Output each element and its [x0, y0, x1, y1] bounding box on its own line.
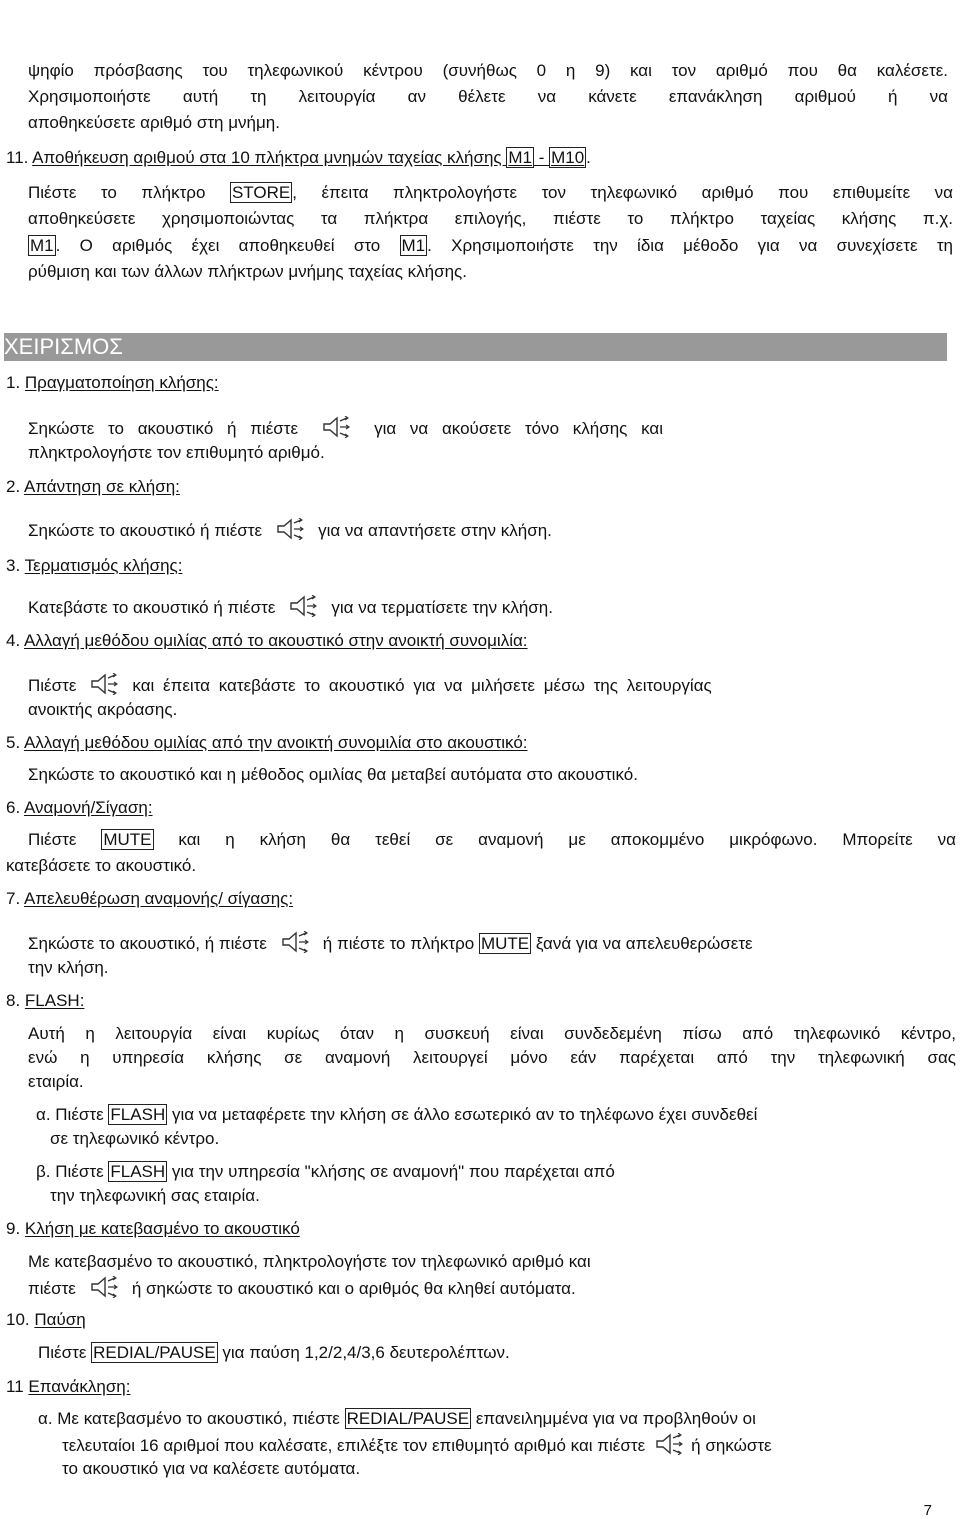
text: και η κλήση θα τεθεί σε αναμονή με αποκομμένο μικρόφωνο. Μπορείτε να	[153, 830, 956, 849]
section-11-line-2: αποθηκεύσετε χρησιμοποιώντας τα πλήκτρα επιλογής, πιέστε το πλήκτρο ταχείας κλήσης π.χ.	[28, 209, 953, 228]
item-number: 11	[6, 1377, 29, 1396]
text: ξανά για να απελευθερώσετε	[531, 934, 753, 953]
item-number: 6.	[6, 798, 24, 817]
text: για την υπηρεσία "κλήσης σε αναμονή" που παρέχεται από	[167, 1162, 615, 1181]
text: . Χρησιμοποιήστε την ίδια μέθοδο για να συνεχίσετε τη	[427, 236, 953, 255]
key-mute: MUTE	[103, 830, 152, 849]
text: για να τερματίσετε την κλήση.	[331, 598, 553, 617]
item-title: Απάντηση σε κλήση:	[23, 477, 180, 496]
item-title: Πραγματοποίηση κλήσης:	[24, 373, 219, 392]
speakerphone-icon	[322, 416, 350, 438]
item-8-heading	[6, 990, 84, 1012]
text: ή σηκώστε το ακουστικό και ο αριθμός θα κληθεί αυτόματα.	[131, 1279, 576, 1298]
text: πιέστε	[28, 1279, 76, 1298]
item-11-heading	[6, 1376, 130, 1398]
item-8-alpha-line-2: σε τηλεφωνικό κέντρο.	[50, 1129, 220, 1148]
intro-line-2: Χρησιμοποιήστε αυτή τη λειτουργία αν θέλετε να κάνετε επανάκληση αριθμού ή να	[28, 87, 948, 106]
intro-line-1: ψηφίο πρόσβασης του τηλεφωνικού κέντρου (συνήθως 0 η 9) και τον αριθμό που θα καλέσετε.	[28, 61, 948, 80]
item-11-line-1	[38, 1408, 756, 1430]
item-number: 4.	[6, 631, 24, 650]
item-6-line-1	[28, 829, 956, 851]
speakerphone-icon	[276, 518, 304, 540]
speakerphone-icon	[655, 1433, 683, 1455]
item-number: 9.	[6, 1219, 25, 1238]
item-3-heading	[6, 555, 182, 577]
text: , έπειτα πληκτρολογήστε τον τηλεφωνικό αριθμό που επιθυμείτε να	[292, 183, 953, 202]
item-8-beta-line-1	[36, 1161, 615, 1183]
item-9-heading	[6, 1218, 300, 1240]
key-mute: MUTE	[480, 934, 530, 953]
item-10-heading	[6, 1309, 86, 1331]
section-11-line-1	[28, 182, 953, 204]
item-number: 1.	[6, 373, 25, 392]
text: ή σηκώστε	[691, 1436, 772, 1455]
item-11-line-2	[62, 1433, 772, 1457]
section-11-number: 11.	[6, 148, 33, 167]
item-number: 7.	[6, 889, 24, 908]
item-2-line-1	[28, 518, 552, 542]
item-title: Κλήση με κατεβασμένο το ακουστικό	[24, 1219, 300, 1238]
key-redial-pause: REDIAL/PAUSE	[93, 1343, 216, 1362]
item-10-line-1	[38, 1342, 510, 1364]
text: για να απαντήσετε στην κλήση.	[318, 521, 552, 540]
item-7-line-1	[28, 931, 753, 955]
speakerphone-icon	[281, 931, 309, 953]
item-5-heading	[6, 732, 528, 754]
item-title: Αναμονή/Σίγαση:	[23, 798, 153, 817]
key-flash: FLASH	[110, 1162, 166, 1181]
item-6-heading	[6, 797, 153, 819]
text: Πιέστε	[38, 1343, 92, 1362]
item-6-line-2: κατεβάσετε το ακουστικό.	[6, 856, 197, 875]
key-m1: M1	[508, 148, 532, 167]
text: Σηκώστε το ακουστικό ή πιέστε	[28, 419, 299, 438]
item-11-line-3: το ακουστικό για να καλέσετε αυτόματα.	[62, 1459, 361, 1478]
item-1-line-2: πληκτρολογήστε τον επιθυμητό αριθμό.	[28, 443, 325, 462]
item-title: Αλλαγή μεθόδου ομιλίας από το ακουστικό στην ανοικτή συνομιλία:	[23, 631, 528, 650]
section-11-line-3	[28, 235, 953, 257]
key-redial-pause: REDIAL/PAUSE	[346, 1409, 470, 1428]
text: Πιέστε το πλήκτρο	[28, 183, 230, 202]
item-5-line-1: Σηκώστε το ακουστικό και η μέθοδος ομιλίας θα μεταβεί αυτόματα στο ακουστικό.	[28, 765, 638, 784]
key-flash: FLASH	[110, 1105, 166, 1124]
item-number: 3.	[6, 556, 25, 575]
item-title: Παύση	[34, 1310, 86, 1329]
text: για να μεταφέρετε την κλήση σε άλλο εσωτερικό αν το τηλέφωνο έχει συνδεθεί	[167, 1105, 758, 1124]
speakerphone-icon	[90, 673, 118, 695]
item-title: Αλλαγή μεθόδου ομιλίας από την ανοικτή συνομιλία στο ακουστικό:	[23, 733, 528, 752]
item-8-line-1: Αυτή η λειτουργία είναι κυρίως όταν η συσκευή είναι συνδεδεμένη πίσω από τηλεφωνικό κέντρο,	[28, 1024, 956, 1043]
item-number: 8.	[6, 991, 25, 1010]
item-4-heading	[6, 630, 528, 652]
item-4-line-2: ανοικτής ακρόασης.	[28, 700, 178, 719]
item-title: Απελευθέρωση αναμονής/ σίγασης:	[23, 889, 294, 908]
item-number: 5.	[6, 733, 24, 752]
text: Σηκώστε το ακουστικό ή πιέστε	[28, 521, 263, 540]
key-m10: M10	[551, 148, 585, 167]
item-1-line-1	[28, 416, 788, 440]
item-3-line-1	[28, 595, 553, 619]
item-9-line-2	[28, 1276, 576, 1300]
item-title: Τερματισμός κλήσης:	[24, 556, 183, 575]
text: ή πιέστε το πλήκτρο	[322, 934, 479, 953]
item-2-heading	[6, 476, 180, 498]
text: β. Πιέστε	[36, 1162, 109, 1181]
text: Σηκώστε το ακουστικό, ή πιέστε	[28, 934, 267, 953]
text: και έπειτα κατεβάστε το ακουστικό για να μιλήσετε μέσω της λειτουργίας	[132, 676, 712, 695]
item-9-line-1: Με κατεβασμένο το ακουστικό, πληκτρολογήστε τον τηλεφωνικό αριθμό και	[28, 1252, 591, 1271]
item-1-heading	[6, 372, 219, 394]
section-header-bar	[4, 333, 947, 361]
dash: -	[533, 148, 550, 167]
section-title: ΧΕΙΡΙΣΜΟΣ	[4, 334, 123, 359]
text: Πιέστε	[28, 830, 102, 849]
section-11-title: Αποθήκευση αριθμού στα 10 πλήκτρα μνημών ταχείας κλήσης	[32, 148, 507, 167]
item-8-beta-line-2: την τηλεφωνική σας εταιρία.	[50, 1186, 260, 1205]
text: για παύση 1,2/2,4/3,6 δευτερολέπτων.	[217, 1343, 510, 1362]
item-8-line-3: εταιρία.	[28, 1072, 84, 1091]
intro-line-3: αποθηκεύσετε αριθμό στη μνήμη.	[28, 113, 280, 132]
section-11-heading	[6, 147, 591, 169]
section-11-line-4: ρύθμιση και των άλλων πλήκτρων μνήμης ταχείας κλήσης.	[28, 262, 467, 281]
speakerphone-icon	[90, 1276, 118, 1298]
key-m1: M1	[401, 236, 426, 255]
text: Κατεβάστε το ακουστικό ή πιέστε	[28, 598, 276, 617]
text: Πιέστε	[28, 676, 77, 695]
text: . Ο αριθμός έχει αποθηκευθεί στο	[55, 236, 400, 255]
text: για να ακούσετε τόνο κλήσης και	[374, 419, 663, 438]
item-number: 2.	[6, 477, 24, 496]
item-4-line-1	[28, 673, 908, 697]
item-8-line-2: ενώ η υπηρεσία κλήσης σε αναμονή λειτουργεί μόνο εάν παρέχεται από την τηλεφωνική σας	[28, 1048, 956, 1067]
speakerphone-icon	[289, 595, 317, 617]
item-number: 10.	[6, 1310, 35, 1329]
key-m1: M1	[30, 236, 54, 255]
text: α. Πιέστε	[36, 1105, 109, 1124]
text: τελευταίοι 16 αριθμοί που καλέσατε, επιλέξτε τον επιθυμητό αριθμό και πιέστε	[62, 1436, 646, 1455]
item-title: Επανάκληση:	[28, 1377, 131, 1396]
item-title: FLASH:	[24, 991, 85, 1010]
item-7-heading	[6, 888, 293, 910]
period: .	[586, 148, 591, 167]
page-number: 7	[923, 1502, 932, 1519]
item-7-line-2: την κλήση.	[28, 958, 109, 977]
text: α. Με κατεβασμένο το ακουστικό, πιέστε	[38, 1409, 345, 1428]
text: επανειλημμένα για να προβληθούν οι	[471, 1409, 756, 1428]
key-store: STORE	[231, 183, 291, 202]
item-8-alpha-line-1	[36, 1104, 757, 1126]
